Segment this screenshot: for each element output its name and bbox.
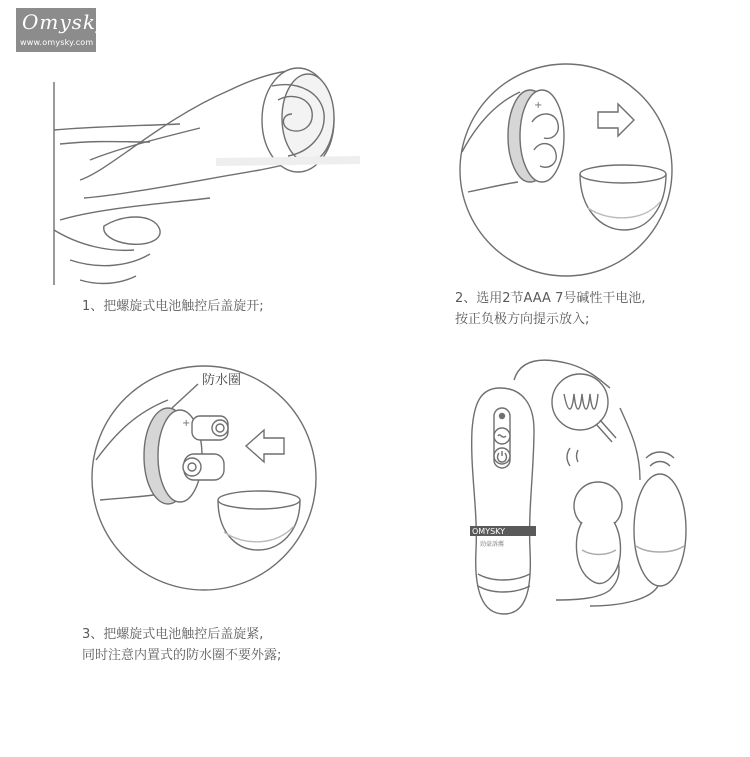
logo-url-text: www.omysky.com <box>20 38 94 47</box>
step-2-line-2: 按正负极方向提示放入; <box>455 312 590 327</box>
device-illustration <box>470 350 710 630</box>
plus-sign-label-step3: + <box>182 418 191 429</box>
device-brand-text: OMYSKY <box>472 527 506 536</box>
step1-illustration <box>40 30 370 300</box>
waterproof-ring-label: 防水圈 <box>202 373 242 388</box>
step-3-line-1: 3、把螺旋式电池触控后盖旋紧, <box>82 627 264 642</box>
step-2-caption <box>455 288 645 330</box>
step3-illustration <box>78 360 358 600</box>
device-brand-sub-text: 勁豪訴薦 <box>480 541 505 548</box>
step-2-line-1: 2、选用2节AAA 7号碱性干电池, <box>455 291 646 306</box>
step-1-caption <box>82 296 264 317</box>
step2-illustration <box>448 62 698 282</box>
step-3-caption <box>82 624 281 666</box>
logo-brand-text: Omysky <box>22 10 109 34</box>
step-3-line-2: 同时注意内置式的防水圈不要外露; <box>82 648 282 663</box>
plus-sign-label: + <box>534 100 543 111</box>
step-1-line-1: 1、把螺旋式电池触控后盖旋开; <box>82 299 264 314</box>
